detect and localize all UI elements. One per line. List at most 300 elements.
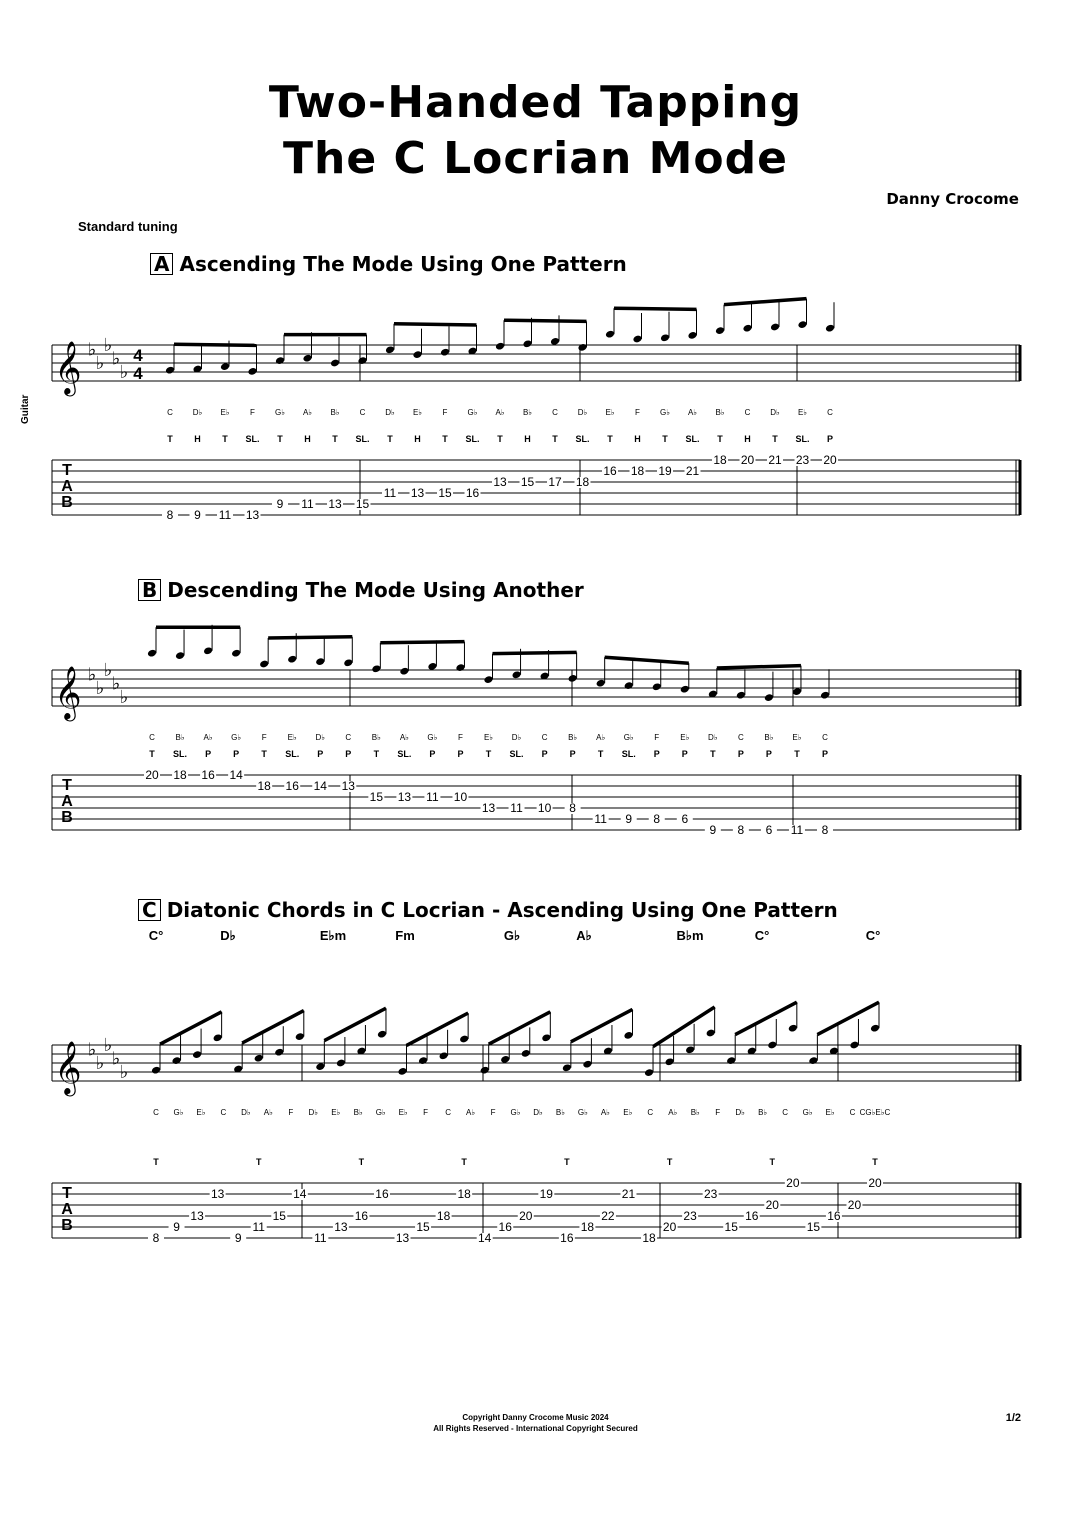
- note-name-label: F: [442, 408, 448, 417]
- beam: [724, 299, 807, 305]
- note-name-label: B♭: [555, 1108, 565, 1117]
- beam: [653, 1007, 715, 1047]
- treble-clef-icon: 𝄞: [54, 341, 82, 393]
- technique-label: SL.: [285, 749, 300, 759]
- tab-fret-number: 18: [457, 1187, 471, 1201]
- time-signature-bottom: 4: [133, 364, 143, 383]
- note-name-label: E♭: [483, 733, 494, 742]
- tab-fret-number: 11: [426, 790, 439, 804]
- note-name-label: B♭: [371, 733, 381, 742]
- tab-fret-number: 13: [210, 1187, 225, 1201]
- technique-label: P: [345, 749, 352, 759]
- key-flat-icon: ♭: [111, 348, 121, 369]
- technique-label: P: [653, 749, 660, 759]
- tab-fret-number: 15: [438, 486, 452, 500]
- note-name-label: A♭: [263, 1108, 273, 1117]
- note-name-label: G♭: [173, 1108, 184, 1117]
- section-b-mark: B: [138, 579, 161, 601]
- tab-letter-a: A: [61, 478, 73, 495]
- key-flat-icon: ♭: [119, 362, 129, 382]
- tab-fret-number: 18: [713, 453, 727, 467]
- key-flat-icon: ♭: [95, 1053, 105, 1073]
- note-name-label: B♭: [758, 1108, 768, 1117]
- tab-fret-number: 16: [201, 768, 215, 782]
- tab-letter-t: T: [62, 462, 72, 479]
- tab-fret-number: 15: [806, 1220, 821, 1234]
- tab-fret-number: 17: [548, 475, 562, 489]
- note-name-label: D♭: [577, 408, 588, 417]
- tab-fret-number: 10: [537, 801, 552, 815]
- tab-letter-b: B: [61, 494, 73, 511]
- tab-fret-number: 14: [229, 768, 243, 782]
- note-name-label: C: [541, 733, 548, 742]
- technique-label: T: [597, 749, 604, 759]
- note-name-label: G♭: [231, 733, 242, 742]
- note-name-label: E♭: [825, 1108, 835, 1117]
- technique-label: P: [737, 749, 744, 759]
- note-name-label: A♭: [668, 1108, 678, 1117]
- tab-fret-number: 22: [601, 1209, 615, 1223]
- instrument-label: Guitar: [20, 394, 31, 424]
- tab-fret-number: 8: [569, 801, 576, 815]
- note-name-label: D♭: [241, 1108, 251, 1117]
- technique-label: P: [765, 749, 772, 759]
- technique-label: P: [541, 749, 548, 759]
- technique-label: T: [332, 434, 338, 444]
- note-name-label: F: [715, 1108, 721, 1117]
- beam: [380, 642, 464, 643]
- key-flat-icon: ♭: [103, 1035, 113, 1055]
- tab-fret-number: 20: [786, 1176, 800, 1190]
- technique-label: T: [153, 1157, 159, 1167]
- technique-label: P: [205, 749, 212, 759]
- chord-name: Fm: [395, 928, 415, 943]
- technique-label: T: [255, 1157, 262, 1167]
- note-name-label: B♭: [568, 733, 578, 742]
- key-flat-icon: ♭: [95, 353, 105, 373]
- note-name-label: A♭: [302, 408, 313, 417]
- tab-fret-number: 11: [301, 497, 314, 511]
- tab-fret-number: 14: [293, 1187, 307, 1201]
- tab-fret-number: 18: [257, 779, 271, 793]
- note-name-label: C: [220, 1108, 227, 1117]
- section-b-title: Descending The Mode Using Another: [167, 578, 584, 602]
- beam: [571, 1009, 633, 1041]
- note-name-label: C: [552, 408, 558, 417]
- note-name-label: G♭: [577, 1108, 588, 1117]
- tab-fret-number: 18: [436, 1209, 451, 1223]
- section-c-title: Diatonic Chords in C Locrian - Ascending Using One Pattern: [166, 898, 838, 922]
- technique-label: P: [569, 749, 576, 759]
- technique-label: T: [442, 434, 448, 444]
- tab-fret-number: 19: [658, 464, 672, 478]
- note-name-label: D♭: [708, 733, 718, 742]
- tab-fret-number: 14: [313, 779, 327, 793]
- technique-label: SL.: [795, 434, 810, 444]
- chord-name: B♭m: [676, 928, 704, 943]
- tab-fret-number: 13: [334, 1220, 348, 1234]
- chord-name: C°: [865, 928, 881, 943]
- note-name-label: E♭: [797, 408, 808, 417]
- key-flat-icon: ♭: [111, 673, 121, 694]
- technique-label: T: [222, 434, 228, 444]
- tab-letter-b: B: [61, 1217, 73, 1234]
- tab-fret-number: 9: [194, 508, 201, 522]
- beam: [489, 1012, 551, 1044]
- technique-label: H: [194, 434, 201, 444]
- note-name-label: C: [827, 408, 833, 417]
- tab-letter-b: B: [61, 809, 73, 826]
- tab-fret-number: 11: [314, 1231, 327, 1245]
- tab-fret-number: 23: [703, 1187, 718, 1201]
- note-name-label: G♭: [467, 408, 478, 417]
- beam: [268, 637, 352, 638]
- technique-label: P: [233, 749, 240, 759]
- tab-fret-number: 13: [328, 497, 342, 511]
- tab-fret-number: 9: [625, 812, 633, 826]
- note-name-label: G♭: [510, 1108, 521, 1117]
- note-name-label: G♭: [375, 1108, 386, 1117]
- tab-fret-number: 19: [539, 1187, 553, 1201]
- tab-letter-a: A: [61, 1201, 73, 1218]
- tab-fret-number: 11: [510, 801, 523, 815]
- beam: [614, 308, 697, 309]
- tab-fret-number: 21: [768, 453, 782, 467]
- note-name-label: B♭: [764, 733, 774, 742]
- technique-label: P: [429, 749, 436, 759]
- note-name-label: D♭: [770, 408, 780, 417]
- technique-label: SL.: [685, 434, 700, 444]
- tab-fret-number: 15: [369, 790, 384, 804]
- tab-fret-number: 15: [272, 1209, 286, 1223]
- tab-fret-number: 18: [630, 464, 645, 478]
- tab-fret-number: 6: [765, 823, 773, 837]
- note-name-label: B♭: [522, 408, 533, 417]
- beam: [160, 1012, 222, 1044]
- technique-label: SL.: [397, 749, 412, 759]
- technique-label: P: [317, 749, 324, 759]
- note-name-label: E♭: [680, 733, 690, 742]
- tab-fret-number: 11: [790, 823, 804, 837]
- key-flat-icon: ♭: [103, 335, 113, 355]
- note-name-label: B♭: [175, 733, 185, 742]
- note-name-label: E♭: [287, 733, 297, 742]
- technique-label: SL.: [575, 434, 590, 444]
- note-name-label: A♭: [600, 1108, 610, 1117]
- tab-fret-number: 13: [397, 790, 412, 804]
- note-name-label: D♭: [315, 733, 326, 742]
- note-name-label: E♭: [196, 1108, 206, 1117]
- note-name-label: D♭: [385, 408, 395, 417]
- note-name-label: C: [647, 1108, 654, 1117]
- technique-label: T: [373, 749, 380, 759]
- tab-fret-number: 11: [218, 508, 232, 522]
- technique-label: SL.: [245, 434, 260, 444]
- technique-label: P: [681, 749, 688, 759]
- tab-fret-number: 8: [166, 508, 174, 522]
- key-flat-icon: ♭: [119, 687, 129, 707]
- tab-fret-number: 20: [519, 1209, 533, 1223]
- section-a-title: Ascending The Mode Using One Pattern: [179, 252, 627, 276]
- technique-label: T: [710, 749, 716, 759]
- note-name-label: D♭: [533, 1108, 543, 1117]
- tab-fret-number: 13: [410, 486, 425, 500]
- technique-label: T: [485, 749, 492, 759]
- technique-label: T: [552, 434, 558, 444]
- note-name-label: C: [822, 733, 828, 742]
- note-name-label: A♭: [466, 1108, 476, 1117]
- note-name-label: E♭: [412, 408, 423, 417]
- tab-fret-number: 16: [354, 1209, 369, 1223]
- technique-label: T: [666, 1157, 673, 1167]
- tab-fret-number: 11: [383, 486, 397, 500]
- tab-letter-a: A: [61, 793, 73, 810]
- section-c-mark: C: [138, 899, 161, 921]
- note-name-label: A♭: [203, 733, 213, 742]
- note-name-label: A♭: [399, 733, 409, 742]
- technique-label: SL.: [173, 749, 188, 759]
- tab-fret-number: 16: [745, 1209, 759, 1223]
- note-name-label: F: [490, 1108, 496, 1117]
- beam: [717, 666, 801, 668]
- beam: [735, 1002, 797, 1034]
- key-flat-icon: ♭: [103, 660, 113, 680]
- note-name-label: D♭: [511, 733, 522, 742]
- tab-fret-number: 13: [341, 779, 355, 793]
- note-name-label: F: [288, 1108, 294, 1117]
- footer: [0, 1412, 1071, 1434]
- key-flat-icon: ♭: [119, 1062, 129, 1082]
- note-name-label: A♭: [687, 408, 698, 417]
- note-name-label: C: [153, 1108, 159, 1117]
- tab-fret-number: 15: [520, 475, 535, 489]
- tab-fret-number: 8: [152, 1231, 160, 1245]
- key-flat-icon: ♭: [87, 1039, 97, 1060]
- technique-label: SL.: [355, 434, 370, 444]
- tab-fret-number: 8: [821, 823, 829, 837]
- tab-fret-number: 20: [145, 768, 159, 782]
- tab-fret-number: 9: [234, 1231, 242, 1245]
- note-name-label: C: [782, 1108, 789, 1117]
- key-flat-icon: ♭: [87, 664, 97, 685]
- note-name-label: F: [423, 1108, 429, 1117]
- technique-label: P: [826, 434, 834, 444]
- tab-fret-number: 21: [685, 464, 700, 478]
- note-name-label: C: [359, 408, 366, 417]
- composer: Danny Crocome: [886, 190, 1019, 208]
- title-line-2: The C Locrian Mode: [283, 133, 788, 184]
- note-name-label: G♭: [427, 733, 438, 742]
- technique-label: T: [167, 434, 173, 444]
- technique-label: T: [277, 434, 283, 444]
- treble-clef-icon: 𝄞: [54, 666, 82, 718]
- tab-fret-number: 13: [245, 508, 260, 522]
- key-flat-icon: ♭: [95, 678, 105, 698]
- note-name-label: A♭: [495, 408, 505, 417]
- technique-label: T: [387, 434, 393, 444]
- tab-fret-number: 8: [737, 823, 745, 837]
- tuning-label: Standard tuning: [78, 219, 178, 234]
- technique-label: T: [717, 434, 723, 444]
- tab-fret-number: 16: [285, 779, 299, 793]
- technique-label: H: [524, 434, 531, 444]
- tab-fret-number: 16: [827, 1209, 841, 1223]
- technique-label: SL.: [621, 749, 636, 759]
- tab-fret-number: 15: [724, 1220, 738, 1234]
- note-name-label: E♭: [605, 408, 615, 417]
- technique-label: T: [564, 1157, 570, 1167]
- tab-letter-t: T: [62, 777, 72, 794]
- technique-label: T: [772, 434, 778, 444]
- technique-label: P: [457, 749, 464, 759]
- note-name-label: B♭: [353, 1108, 363, 1117]
- chord-name: E♭m: [319, 928, 347, 943]
- note-name-label: F: [635, 408, 640, 417]
- tab-fret-number: 9: [173, 1220, 180, 1234]
- chord-name: A♭: [576, 928, 592, 943]
- technique-label: T: [794, 749, 800, 759]
- footer-copyright: Copyright Danny Crocome Music 2024: [462, 1413, 609, 1422]
- tab-fret-number: 20: [765, 1198, 779, 1212]
- technique-label: H: [634, 434, 641, 444]
- note-name-label: C: [744, 408, 751, 417]
- section-a-mark: A: [150, 253, 173, 275]
- tab-fret-number: 20: [740, 453, 755, 467]
- note-name-label: CG♭E♭C: [859, 1108, 891, 1117]
- tab-fret-number: 13: [481, 801, 496, 815]
- system-2: [52, 625, 1020, 836]
- chord-name: D♭: [220, 928, 236, 943]
- note-name-label: C: [445, 1108, 451, 1117]
- note-name-label: G♭: [802, 1108, 813, 1117]
- tab-fret-number: 6: [681, 812, 689, 826]
- beam: [394, 324, 477, 325]
- title-line-1: Two-Handed Tapping: [268, 77, 803, 128]
- tab-fret-number: 20: [823, 453, 837, 467]
- technique-label: H: [744, 434, 751, 444]
- tab-fret-number: 20: [868, 1176, 882, 1190]
- tab-fret-number: 21: [621, 1187, 636, 1201]
- note-name-label: G♭: [275, 408, 285, 417]
- note-name-label: E♭: [220, 408, 230, 417]
- technique-label: T: [769, 1157, 776, 1167]
- technique-label: T: [461, 1157, 467, 1167]
- tab-fret-number: 16: [465, 486, 480, 500]
- tab-fret-number: 18: [580, 1220, 595, 1234]
- note-name-label: A♭: [596, 733, 606, 742]
- tab-fret-number: 13: [395, 1231, 410, 1245]
- technique-label: H: [414, 434, 421, 444]
- time-signature-top: 4: [133, 346, 143, 365]
- tab-fret-number: 15: [355, 497, 370, 511]
- technique-label: T: [149, 749, 155, 759]
- technique-label: T: [261, 749, 267, 759]
- tab-fret-number: 20: [662, 1220, 677, 1234]
- tab-fret-number: 13: [493, 475, 507, 489]
- note-name-label: F: [261, 733, 267, 742]
- note-name-label: B♭: [715, 408, 725, 417]
- chord-name: G♭: [503, 928, 521, 943]
- tab-fret-number: 18: [642, 1231, 656, 1245]
- technique-label: T: [872, 1157, 878, 1167]
- note-name-label: E♭: [623, 1108, 633, 1117]
- tab-fret-number: 16: [375, 1187, 389, 1201]
- technique-label: T: [497, 434, 503, 444]
- tab-fret-number: 23: [795, 453, 810, 467]
- tab-fret-number: 9: [276, 497, 284, 511]
- treble-clef-icon: 𝄞: [54, 1041, 82, 1093]
- note-name-label: E♭: [792, 733, 802, 742]
- technique-label: H: [304, 434, 311, 444]
- beam: [324, 1008, 386, 1040]
- tab-fret-number: 16: [498, 1220, 512, 1234]
- chord-name: C°: [754, 928, 770, 943]
- tab-letter-t: T: [62, 1185, 72, 1202]
- tab-fret-number: 9: [709, 823, 717, 837]
- tab-fret-number: 11: [594, 812, 607, 826]
- note-name-label: E♭: [398, 1108, 408, 1117]
- note-name-label: D♭: [308, 1108, 319, 1117]
- beam: [504, 320, 587, 321]
- tab-fret-number: 14: [478, 1231, 492, 1245]
- system-3: [52, 1002, 1020, 1244]
- key-flat-icon: ♭: [87, 339, 97, 360]
- note-name-label: B♭: [690, 1108, 700, 1117]
- tab-fret-number: 8: [653, 812, 661, 826]
- technique-label: SL.: [509, 749, 524, 759]
- note-name-label: F: [250, 408, 255, 417]
- note-name-label: G♭: [623, 733, 634, 742]
- beam: [817, 1002, 879, 1034]
- tab-fret-number: 16: [603, 464, 617, 478]
- beam: [605, 657, 689, 663]
- tab-fret-number: 18: [575, 475, 590, 489]
- note-name-label: C: [849, 1108, 856, 1117]
- note-name-label: F: [458, 733, 463, 742]
- note-name-label: G♭: [660, 408, 670, 417]
- beam: [242, 1011, 304, 1043]
- key-flat-icon: ♭: [111, 1048, 121, 1069]
- tab-fret-number: 23: [683, 1209, 697, 1223]
- technique-label: T: [662, 434, 668, 444]
- beam: [493, 652, 577, 653]
- footer-rights: All Rights Reserved - International Copyright Secured: [433, 1424, 638, 1433]
- tab-fret-number: 18: [173, 768, 187, 782]
- note-name-label: C: [167, 408, 173, 417]
- technique-label: SL.: [465, 434, 480, 444]
- tab-fret-number: 20: [847, 1198, 862, 1212]
- chord-name: C°: [148, 928, 164, 943]
- technique-label: P: [821, 749, 829, 759]
- note-name-label: C: [737, 733, 744, 742]
- tab-fret-number: 13: [190, 1209, 204, 1223]
- beam: [174, 344, 257, 345]
- tab-fret-number: 10: [453, 790, 468, 804]
- tab-fret-number: 16: [560, 1231, 574, 1245]
- tab-fret-number: 11: [252, 1220, 265, 1234]
- note-name-label: E♭: [331, 1108, 341, 1117]
- beam: [407, 1013, 469, 1045]
- note-name-label: D♭: [192, 408, 203, 417]
- note-name-label: B♭: [330, 408, 340, 417]
- page-number: 1/2: [1005, 1412, 1021, 1424]
- technique-label: T: [358, 1157, 365, 1167]
- note-name-label: C: [149, 733, 155, 742]
- note-name-label: C: [345, 733, 352, 742]
- note-name-label: F: [654, 733, 660, 742]
- technique-label: T: [607, 434, 613, 444]
- note-name-label: D♭: [735, 1108, 745, 1117]
